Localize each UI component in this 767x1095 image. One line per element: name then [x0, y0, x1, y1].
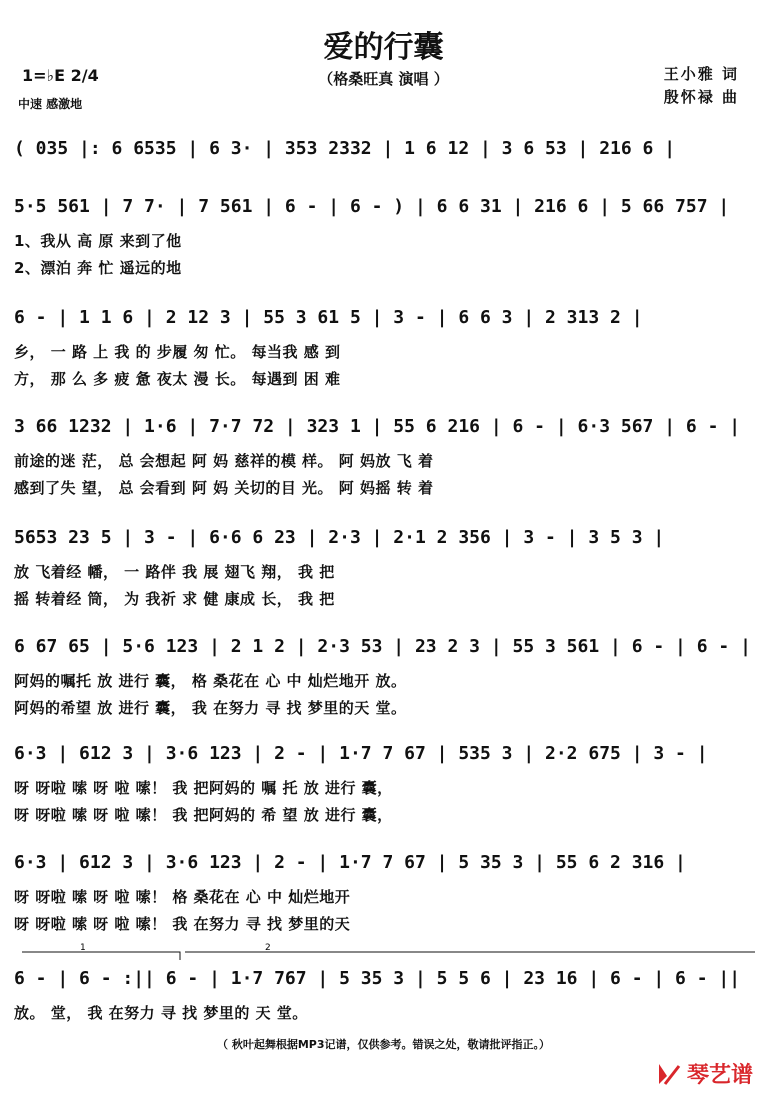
logo-text: 琴艺谱 [686, 1063, 753, 1088]
notation-line: 5653 23 5 | 3 - | 6·6 6 23 | 2·3 | 2·1 2 356 | 3 - | 3 5 3 | [14, 527, 665, 548]
lyric-line: 放 飞着经 幡， 一 路伴 我 展 翅飞 翔， 我 把 [14, 563, 335, 581]
footnote: （ 秋叶起舞根据MP3记谱，仅供参考。错误之处，敬请批评指正。） [217, 1038, 550, 1051]
lyric-line: 呀 呀啦 嗦 呀 啦 嗦！ 我 在努力 寻 找 梦里的天 [14, 915, 351, 933]
volta-1-label: 1 [80, 943, 86, 953]
lyric-line: 感到了失 望， 总 会看到 阿 妈 关切的目 光。 阿 妈摇 转 着 [14, 479, 434, 497]
lyric-line: 摇 转着经 筒， 为 我祈 求 健 康成 长， 我 把 [14, 590, 335, 608]
lyric-line: 呀 呀啦 嗦 呀 啦 嗦！ 我 把阿妈的 希 望 放 进行 囊， [14, 806, 393, 824]
notation-line: 3 66 1232 | 1·6 | 7·7 72 | 323 1 | 55 6 216 | 6 - | 6·3 567 | 6 - | [14, 416, 741, 437]
notation-line: ( 035 |: 6 6535 | 6 3· | 353 2332 | 1 6 12 | 3 6 53 | 216 6 | [14, 138, 676, 159]
logo-mark-icon [655, 1060, 683, 1088]
lyric-line: 放。 堂， 我 在努力 寻 找 梦里的 天 堂。 [14, 1004, 308, 1022]
volta-brackets [20, 942, 760, 962]
lyric-line: 方， 那 么 多 疲 惫 夜太 漫 长。 每遇到 困 难 [14, 370, 341, 388]
notation-line: 5·5 561 | 7 7· | 7 561 | 6 - | 6 - ) | 6 6 31 | 216 6 | 5 66 757 | [14, 196, 730, 217]
lyric-line: 1、我从 高 原 来到了他 [14, 232, 182, 250]
song-title: 爱的行囊 [323, 30, 444, 65]
composer-credit: 殷怀禄 曲 [663, 88, 739, 106]
lyric-line: 前途的迷 茫， 总 会想起 阿 妈 慈祥的模 样。 阿 妈放 飞 着 [14, 452, 434, 470]
lyric-line: 2、漂泊 奔 忙 遥远的地 [14, 259, 182, 277]
volta-2-label: 2 [265, 943, 271, 953]
notation-line: 6·3 | 612 3 | 3·6 123 | 2 - | 1·7 7 67 | 535 3 | 2·2 675 | 3 - | [14, 743, 708, 764]
lyricist-credit: 王小雅 词 [663, 65, 739, 83]
notation-line: 6 67 65 | 5·6 123 | 2 1 2 | 2·3 53 | 23 2 3 | 55 3 561 | 6 - | 6 - | [14, 636, 751, 657]
lyric-line: 乡， 一 路 上 我 的 步履 匆 忙。 每当我 感 到 [14, 343, 341, 361]
notation-line: 6·3 | 612 3 | 3·6 123 | 2 - | 1·7 7 67 | 5 35 3 | 55 6 2 316 | [14, 852, 686, 873]
key-signature: 1=♭E 2/4 [22, 66, 99, 85]
lyric-line: 阿妈的希望 放 进行 囊， 我 在努力 寻 找 梦里的天 堂。 [14, 699, 407, 717]
notation-line: 6 - | 1 1 6 | 2 12 3 | 55 3 61 5 | 3 - | 6 6 3 | 2 313 2 | [14, 307, 643, 328]
tempo-marking: 中速 感激地 [18, 97, 83, 111]
notation-line: 6 - | 6 - :|| 6 - | 1·7 767 | 5 35 3 | 5 5 6 | 23 16 | 6 - | 6 - || [14, 968, 741, 989]
performer-subtitle: （格桑旺真 演唱 ） [318, 70, 449, 88]
lyric-line: 阿妈的嘱托 放 进行 囊， 格 桑花在 心 中 灿烂地开 放。 [14, 672, 407, 690]
site-logo [655, 1058, 753, 1089]
lyric-line: 呀 呀啦 嗦 呀 啦 嗦！ 我 把阿妈的 嘱 托 放 进行 囊， [14, 779, 393, 797]
lyric-line: 呀 呀啦 嗦 呀 啦 嗦！ 格 桑花在 心 中 灿烂地开 [14, 888, 351, 906]
